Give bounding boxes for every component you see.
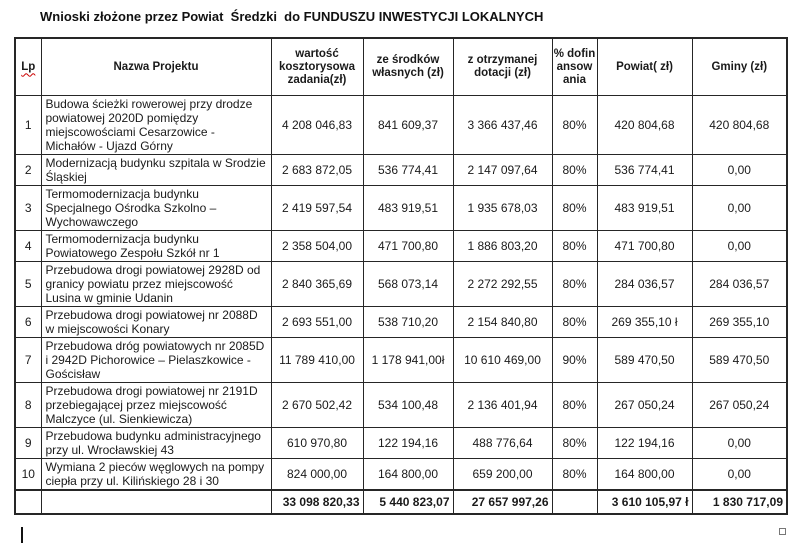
cell-grant: 1 935 678,03 <box>453 186 552 231</box>
cell-pct: 90% <box>552 338 597 383</box>
project-name-cell: Przebudowa drogi powiatowej nr 2088D w miejscowości Konary <box>41 307 271 338</box>
table-row-8 <box>15 383 787 428</box>
column-header-lp: Lp <box>15 38 41 96</box>
totals-own: 5 440 823,07 <box>363 490 453 514</box>
totals-name <box>41 490 271 514</box>
table-body <box>15 96 787 515</box>
cell-grant: 488 776,64 <box>453 428 552 459</box>
cell-own: 538 710,20 <box>363 307 453 338</box>
cell-gminy: 0,00 <box>692 231 787 262</box>
cell-lp: 10 <box>15 459 41 491</box>
cell-gminy: 267 050,24 <box>692 383 787 428</box>
cell-cost: 2 683 872,05 <box>271 155 363 186</box>
cell-pct: 80% <box>552 262 597 307</box>
cell-lp: 8 <box>15 383 41 428</box>
projects-table <box>14 37 788 515</box>
cell-lp: 2 <box>15 155 41 186</box>
table-resize-handle[interactable] <box>779 528 786 535</box>
cell-gminy: 0,00 <box>692 428 787 459</box>
table-row-2 <box>15 155 787 186</box>
cell-gminy: 0,00 <box>692 155 787 186</box>
cell-gminy: 0,00 <box>692 186 787 231</box>
cell-gminy: 284 036,57 <box>692 262 787 307</box>
cell-grant: 2 136 401,94 <box>453 383 552 428</box>
cell-pct: 80% <box>552 155 597 186</box>
cell-powiat: 267 050,24 <box>597 383 692 428</box>
cell-grant: 2 272 292,55 <box>453 262 552 307</box>
cell-own: 1 178 941,00ł <box>363 338 453 383</box>
cell-lp: 4 <box>15 231 41 262</box>
cell-own: 841 609,37 <box>363 96 453 155</box>
cell-pct: 80% <box>552 428 597 459</box>
table-row-1 <box>15 96 787 155</box>
cell-own: 536 774,41 <box>363 155 453 186</box>
cell-own: 483 919,51 <box>363 186 453 231</box>
cell-grant: 659 200,00 <box>453 459 552 491</box>
totals-grant: 27 657 997,26 <box>453 490 552 514</box>
column-header-cost: wartość kosztorysowa zadania(zł) <box>271 38 363 96</box>
cell-powiat: 536 774,41 <box>597 155 692 186</box>
table-row-9 <box>15 428 787 459</box>
table-row-7 <box>15 338 787 383</box>
totals-pct <box>552 490 597 514</box>
project-name-cell: Termomodernizacja budynku Powiatowego Zespołu Szkół nr 1 <box>41 231 271 262</box>
cell-powiat: 122 194,16 <box>597 428 692 459</box>
table-row-5 <box>15 262 787 307</box>
totals-row <box>15 490 787 514</box>
cell-powiat: 284 036,57 <box>597 262 692 307</box>
cell-grant: 10 610 469,00 <box>453 338 552 383</box>
cell-powiat: 483 919,51 <box>597 186 692 231</box>
cell-lp: 5 <box>15 262 41 307</box>
table-header <box>15 38 787 96</box>
column-header-gminy: Gminy (zł) <box>692 38 787 96</box>
project-name-cell: Przebudowa drogi powiatowej 2928D od granicy powiatu przez miejscowość Lusina w gminie Udanin <box>41 262 271 307</box>
cell-gminy: 589 470,50 <box>692 338 787 383</box>
table-row-6 <box>15 307 787 338</box>
cell-cost: 824 000,00 <box>271 459 363 491</box>
totals-lp <box>15 490 41 514</box>
cell-pct: 80% <box>552 383 597 428</box>
document-title: Wnioski złożone przez Powiat Średzki do FUNDUSZU INWESTYCJI LOKALNYCH <box>40 9 544 24</box>
project-name-cell: Przebudowa drogi powiatowej nr 2191D przebiegającej przez miejscowość Malczyce (ul. Sienkiewicza) <box>41 383 271 428</box>
table-row-4 <box>15 231 787 262</box>
cell-pct: 80% <box>552 231 597 262</box>
cell-lp: 3 <box>15 186 41 231</box>
cell-own: 471 700,80 <box>363 231 453 262</box>
project-name-cell: Modernizacją budynku szpitala w Srodzie Śląskiej <box>41 155 271 186</box>
column-header-own: ze środków własnych (zł) <box>363 38 453 96</box>
cell-own: 122 194,16 <box>363 428 453 459</box>
project-name-cell: Przebudowa dróg powiatowych nr 2085D i 2942D Pichorowice – Pielaszkowice - Gościsław <box>41 338 271 383</box>
cell-powiat: 269 355,10 ł <box>597 307 692 338</box>
project-name-cell: Wymiana 2 pieców węglowych na pompy ciepła przy ul. Kilińskiego 28 i 30 <box>41 459 271 491</box>
cell-grant: 2 147 097,64 <box>453 155 552 186</box>
cell-pct: 80% <box>552 96 597 155</box>
text-cursor <box>21 527 23 543</box>
column-header-pct: % dofinansowania <box>552 38 597 96</box>
cell-lp: 1 <box>15 96 41 155</box>
cell-own: 164 800,00 <box>363 459 453 491</box>
project-name-cell: Przebudowa budynku administracyjnego przy ul. Wrocławskiej 43 <box>41 428 271 459</box>
cell-powiat: 589 470,50 <box>597 338 692 383</box>
cell-powiat: 420 804,68 <box>597 96 692 155</box>
cell-gminy: 269 355,10 <box>692 307 787 338</box>
cell-cost: 2 693 551,00 <box>271 307 363 338</box>
totals-powiat: 3 610 105,97 ł <box>597 490 692 514</box>
cell-lp: 9 <box>15 428 41 459</box>
cell-cost: 2 358 504,00 <box>271 231 363 262</box>
cell-cost: 2 840 365,69 <box>271 262 363 307</box>
cell-grant: 2 154 840,80 <box>453 307 552 338</box>
table-row-10 <box>15 459 787 491</box>
cell-pct: 80% <box>552 186 597 231</box>
cell-cost: 610 970,80 <box>271 428 363 459</box>
column-header-grant: z otrzymanej dotacji (zł) <box>453 38 552 96</box>
totals-gminy: 1 830 717,09 <box>692 490 787 514</box>
cell-lp: 6 <box>15 307 41 338</box>
project-name-cell: Termomodernizacja budynku Specjalnego Ośrodka Szkolno – Wychowawczego <box>41 186 271 231</box>
cell-cost: 11 789 410,00 <box>271 338 363 383</box>
cell-gminy: 0,00 <box>692 459 787 491</box>
cell-lp: 7 <box>15 338 41 383</box>
cell-powiat: 471 700,80 <box>597 231 692 262</box>
column-header-name: Nazwa Projektu <box>41 38 271 96</box>
cell-pct: 80% <box>552 307 597 338</box>
cell-pct: 80% <box>552 459 597 491</box>
table-header-row <box>15 38 787 96</box>
table-row-3 <box>15 186 787 231</box>
column-header-powiat: Powiat( zł) <box>597 38 692 96</box>
cell-cost: 4 208 046,83 <box>271 96 363 155</box>
cell-cost: 2 419 597,54 <box>271 186 363 231</box>
cell-powiat: 164 800,00 <box>597 459 692 491</box>
cell-grant: 3 366 437,46 <box>453 96 552 155</box>
cell-own: 534 100,48 <box>363 383 453 428</box>
cell-grant: 1 886 803,20 <box>453 231 552 262</box>
totals-cost: 33 098 820,33 <box>271 490 363 514</box>
cell-cost: 2 670 502,42 <box>271 383 363 428</box>
project-name-cell: Budowa ścieżki rowerowej przy drodze powiatowej 2020D pomiędzy miejscowościami Cesarzowice - Michałów - Ujazd Górny <box>41 96 271 155</box>
cell-own: 568 073,14 <box>363 262 453 307</box>
cell-gminy: 420 804,68 <box>692 96 787 155</box>
